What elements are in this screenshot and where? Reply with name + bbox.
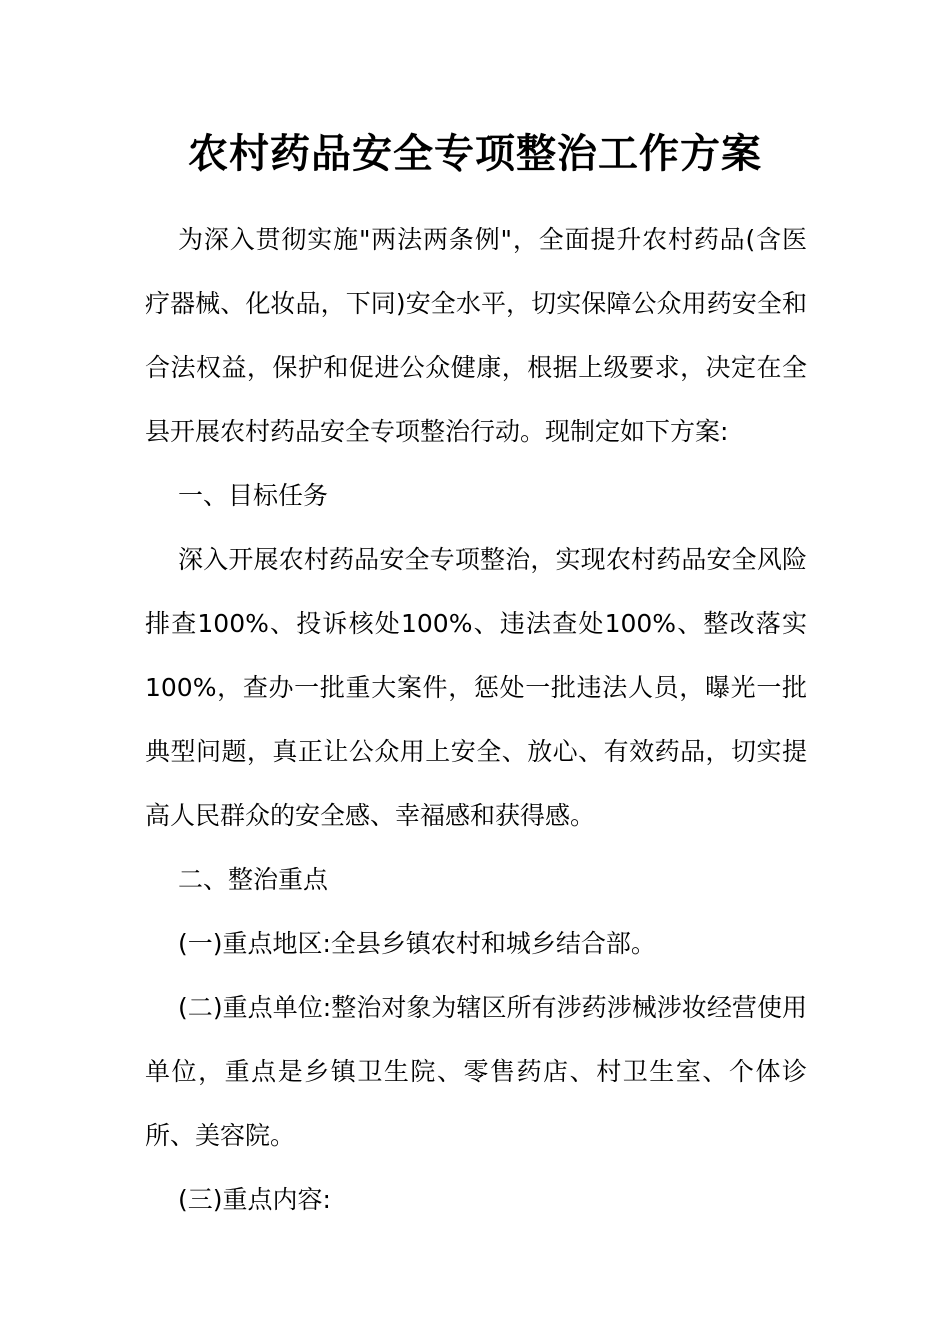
focus-units-paragraph: (二)重点单位:整治对象为辖区所有涉药涉械涉妆经营使用单位，重点是乡镇卫生院、零售药店、村卫生室、个体诊所、美容院。 [145,993,807,1150]
goals-paragraph: 深入开展农村药品安全专项整治，实现农村药品安全风险排查100%、投诉核处100%、违法查处100%、整改落实100%，查办一批重大案件，惩处一批违法人员，曝光一批典型问题，真正让公众用上安全、放心、有效药品，切实提高人民群众的安全感、幸福感和获得感。 [145,545,807,830]
document-body [145,208,807,1232]
focus-content-paragraph: (三)重点内容: [178,1185,331,1214]
section-heading-focus: 二、整治重点 [178,865,329,894]
intro-paragraph: 为深入贯彻实施"两法两条例"，全面提升农村药品(含医疗器械、化妆品，下同)安全水平，切实保障公众用药安全和合法权益，保护和促进公众健康，根据上级要求，决定在全县开展农村药品安全专项整治行动。现制定如下方案: [145,225,807,446]
document-title: 农村药品安全专项整治工作方案 [188,130,762,177]
focus-areas-paragraph: (一)重点地区:全县乡镇农村和城乡结合部。 [178,929,656,958]
section-heading-goals: 一、目标任务 [178,481,329,510]
